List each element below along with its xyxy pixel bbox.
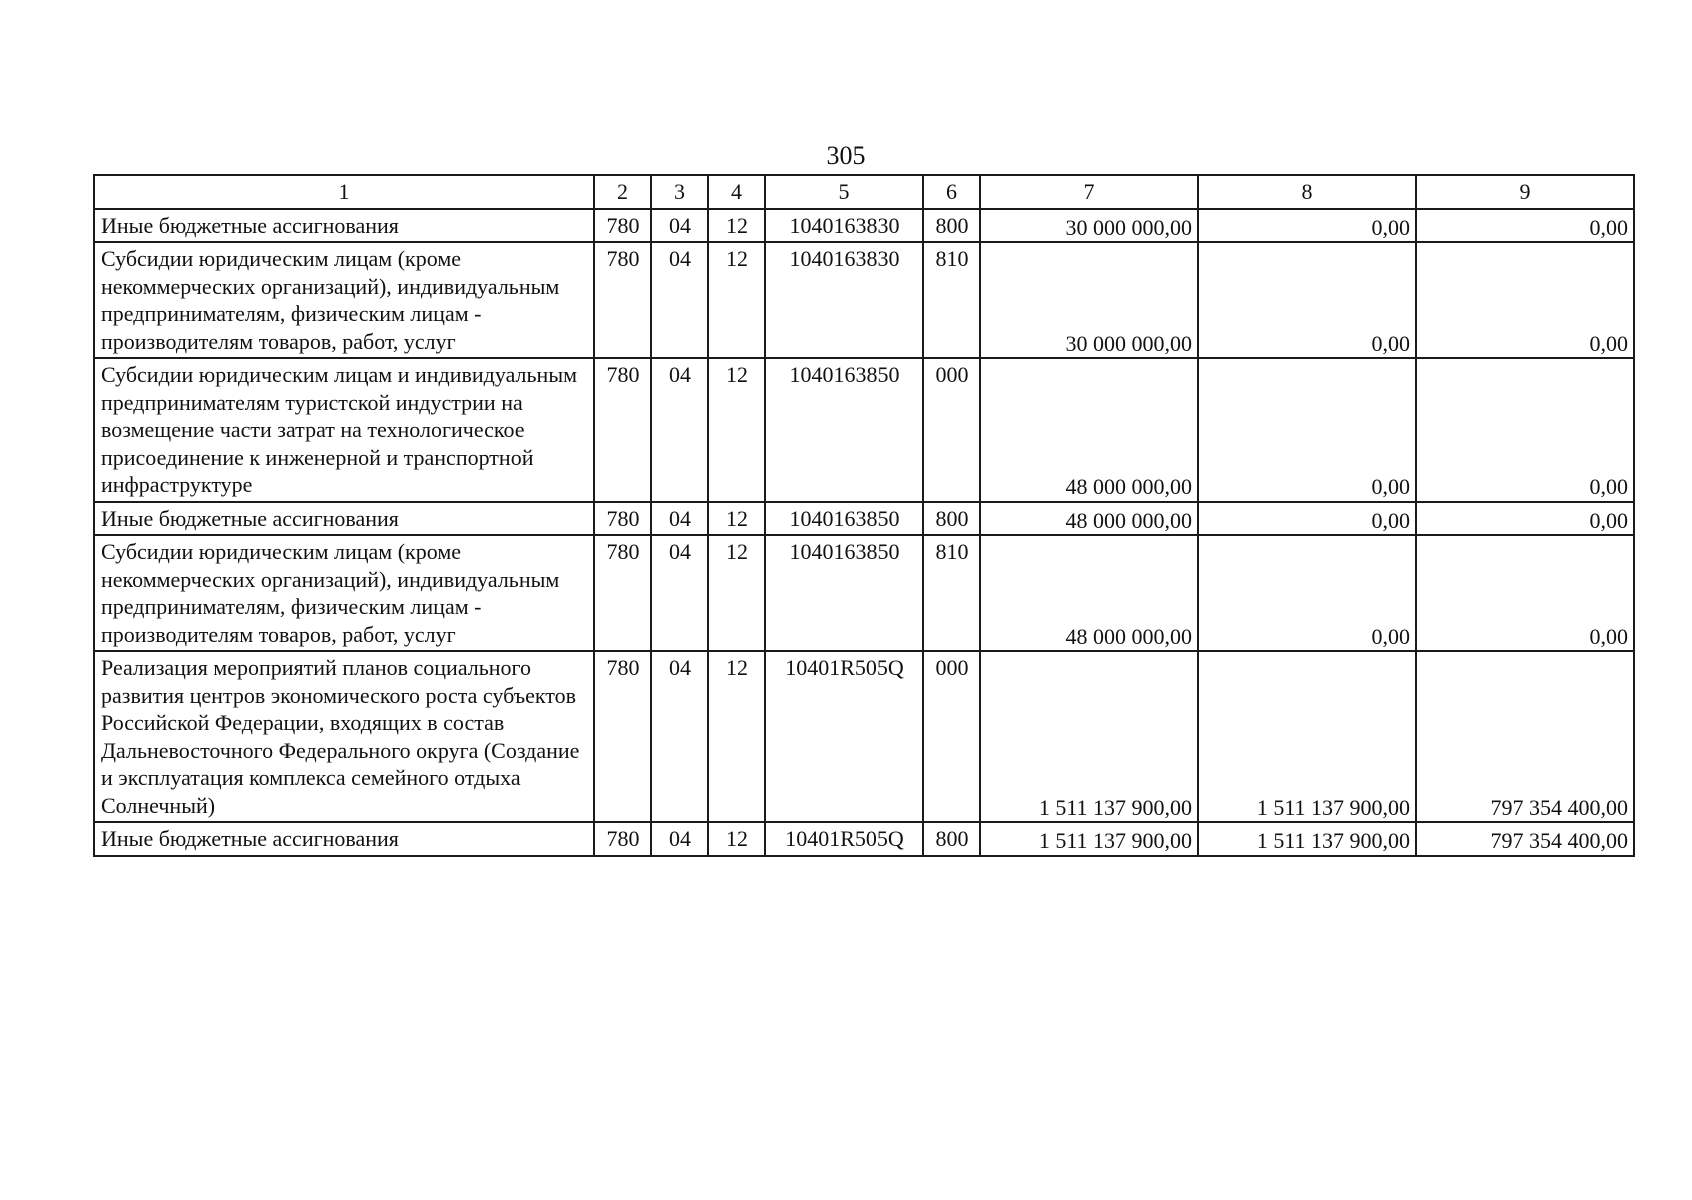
- table-header-row: [94, 175, 1634, 209]
- pr-cell: 12: [708, 358, 765, 502]
- vr-cell: 800: [923, 502, 980, 536]
- csr-cell: 10401R505Q: [765, 651, 923, 822]
- row-name-cell: Субсидии юридическим лицам (кроме некоммерческих организаций), индивидуальным предпринимателям, физическим лицам - производителям товаров, работ, услуг: [94, 242, 594, 358]
- table-row: [94, 502, 1634, 536]
- sum-col7-cell: 48 000 000,00: [980, 535, 1198, 651]
- sum-col8-cell: 0,00: [1198, 502, 1416, 536]
- row-name-cell: Субсидии юридическим лицам и индивидуальным предпринимателям туристской индустрии на возмещение части затрат на технологическое присоединение к инженерной и транспортной инфраструктуре: [94, 358, 594, 502]
- row-name-cell: Иные бюджетные ассигнования: [94, 209, 594, 243]
- gr-cell: 780: [594, 502, 651, 536]
- budget-table: [93, 174, 1635, 857]
- rz-cell: 04: [651, 535, 708, 651]
- column-header: 1: [94, 175, 594, 209]
- vr-cell: 800: [923, 209, 980, 243]
- csr-cell: 1040163850: [765, 502, 923, 536]
- csr-cell: 1040163850: [765, 358, 923, 502]
- column-header: 9: [1416, 175, 1634, 209]
- pr-cell: 12: [708, 242, 765, 358]
- vr-cell: 800: [923, 822, 980, 856]
- row-name-cell: Иные бюджетные ассигнования: [94, 502, 594, 536]
- sum-col8-cell: 0,00: [1198, 209, 1416, 243]
- rz-cell: 04: [651, 242, 708, 358]
- sum-col8-cell: 0,00: [1198, 535, 1416, 651]
- pr-cell: 12: [708, 502, 765, 536]
- pr-cell: 12: [708, 822, 765, 856]
- sum-col8-cell: 0,00: [1198, 242, 1416, 358]
- column-header: 4: [708, 175, 765, 209]
- page-number: 305: [826, 141, 866, 170]
- sum-col9-cell: 0,00: [1416, 242, 1634, 358]
- pr-cell: 12: [708, 535, 765, 651]
- sum-col9-cell: 0,00: [1416, 502, 1634, 536]
- table-row: [94, 358, 1634, 502]
- column-header: 8: [1198, 175, 1416, 209]
- row-name-cell: Субсидии юридическим лицам (кроме некоммерческих организаций), индивидуальным предпринимателям, физическим лицам - производителям товаров, работ, услуг: [94, 535, 594, 651]
- sum-col8-cell: 0,00: [1198, 358, 1416, 502]
- table-row: [94, 209, 1634, 243]
- column-header: 2: [594, 175, 651, 209]
- rz-cell: 04: [651, 358, 708, 502]
- rz-cell: 04: [651, 209, 708, 243]
- vr-cell: 810: [923, 242, 980, 358]
- sum-col8-cell: 1 511 137 900,00: [1198, 651, 1416, 822]
- gr-cell: 780: [594, 209, 651, 243]
- table-row: [94, 242, 1634, 358]
- gr-cell: 780: [594, 535, 651, 651]
- table-body: [94, 175, 1634, 856]
- gr-cell: 780: [594, 822, 651, 856]
- vr-cell: 000: [923, 651, 980, 822]
- sum-col9-cell: 0,00: [1416, 535, 1634, 651]
- column-header: 6: [923, 175, 980, 209]
- gr-cell: 780: [594, 242, 651, 358]
- csr-cell: 10401R505Q: [765, 822, 923, 856]
- sum-col7-cell: 30 000 000,00: [980, 209, 1198, 243]
- table-row: [94, 535, 1634, 651]
- column-header: 7: [980, 175, 1198, 209]
- csr-cell: 1040163830: [765, 209, 923, 243]
- rz-cell: 04: [651, 651, 708, 822]
- gr-cell: 780: [594, 651, 651, 822]
- row-name-cell: Иные бюджетные ассигнования: [94, 822, 594, 856]
- pr-cell: 12: [708, 651, 765, 822]
- sum-col9-cell: 0,00: [1416, 358, 1634, 502]
- sum-col9-cell: 0,00: [1416, 209, 1634, 243]
- row-name-cell: Реализация мероприятий планов социального развития центров экономического роста субъектов Российской Федерации, входящих в состав Дальневосточного Федерального округа (Создание и эксплуатация комплекса семейного отдыха Солнечный): [94, 651, 594, 822]
- sum-col7-cell: 1 511 137 900,00: [980, 822, 1198, 856]
- sum-col7-cell: 48 000 000,00: [980, 358, 1198, 502]
- csr-cell: 1040163830: [765, 242, 923, 358]
- table-row: [94, 822, 1634, 856]
- sum-col9-cell: 797 354 400,00: [1416, 651, 1634, 822]
- csr-cell: 1040163850: [765, 535, 923, 651]
- table-row: [94, 651, 1634, 822]
- vr-cell: 000: [923, 358, 980, 502]
- gr-cell: 780: [594, 358, 651, 502]
- pr-cell: 12: [708, 209, 765, 243]
- sum-col9-cell: 797 354 400,00: [1416, 822, 1634, 856]
- vr-cell: 810: [923, 535, 980, 651]
- rz-cell: 04: [651, 502, 708, 536]
- sum-col7-cell: 30 000 000,00: [980, 242, 1198, 358]
- sum-col7-cell: 48 000 000,00: [980, 502, 1198, 536]
- column-header: 3: [651, 175, 708, 209]
- column-header: 5: [765, 175, 923, 209]
- sum-col7-cell: 1 511 137 900,00: [980, 651, 1198, 822]
- sum-col8-cell: 1 511 137 900,00: [1198, 822, 1416, 856]
- rz-cell: 04: [651, 822, 708, 856]
